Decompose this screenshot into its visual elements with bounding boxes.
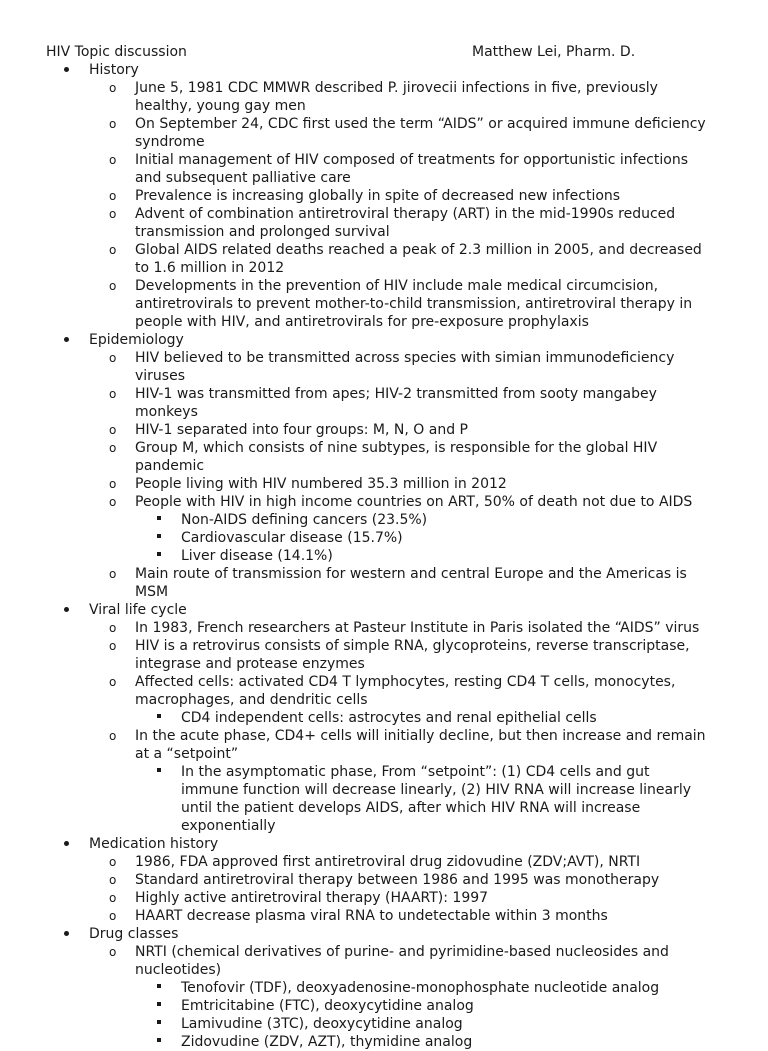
section-drug-classes	[0, 925, 768, 1051]
sub-list-item	[181, 763, 708, 835]
bullet-circle-icon: o	[109, 945, 117, 959]
sub-list-item-text: Liver disease (14.1%)	[181, 548, 333, 564]
bullet-circle-icon: o	[109, 495, 117, 509]
section-items	[89, 619, 738, 835]
bullet-circle-icon: o	[109, 387, 117, 401]
sub-list-item	[181, 529, 708, 547]
bullet-square-icon	[157, 997, 161, 1015]
section-heading: History	[89, 62, 139, 78]
list-item-text: Initial management of HIV composed of treatments for opportunistic infections and subsequent palliative care	[135, 152, 688, 186]
bullet-dot-icon	[64, 601, 78, 619]
list-item	[109, 241, 738, 277]
bullet-circle-icon: o	[109, 117, 117, 131]
sub-list-item-text: Tenofovir (TDF), deoxyadenosine-monophosphate nucleotide analog	[181, 980, 660, 996]
list-item	[109, 277, 738, 331]
list-item-text: People with HIV in high income countries on ART, 50% of death not due to AIDS	[135, 494, 693, 510]
bullet-circle-icon: o	[109, 243, 117, 257]
list-item	[109, 565, 738, 601]
list-item	[109, 619, 738, 637]
list-item-text: HAART decrease plasma viral RNA to undetectable within 3 months	[135, 908, 608, 924]
section-items	[89, 79, 738, 331]
bullet-circle-icon: o	[109, 621, 117, 635]
section-items	[89, 349, 738, 601]
section-history	[0, 61, 768, 331]
sub-list-item-text: Lamivudine (3TC), deoxycytidine analog	[181, 1016, 463, 1032]
list-item-text: HIV believed to be transmitted across species with simian immunodeficiency viruses	[135, 350, 675, 384]
sub-items	[135, 763, 708, 835]
author-name: Matthew Lei, Pharm. D.	[472, 44, 636, 60]
bullet-dot-icon	[64, 61, 78, 79]
list-item	[109, 637, 738, 673]
sub-list-item-text: Cardiovascular disease (15.7%)	[181, 530, 403, 546]
bullet-circle-icon: o	[109, 207, 117, 221]
section-medication-history	[0, 835, 768, 925]
list-item	[109, 853, 738, 871]
list-item-text: Main route of transmission for western and central Europe and the Americas is MSM	[135, 566, 687, 600]
section-heading: Viral life cycle	[89, 602, 187, 618]
list-item	[109, 79, 738, 115]
list-item-text: HIV is a retrovirus consists of simple RNA, glycoproteins, reverse transcriptase, integrase and protease enzymes	[135, 638, 690, 672]
list-item-text: Prevalence is increasing globally in spite of decreased new infections	[135, 188, 621, 204]
bullet-circle-icon: o	[109, 477, 117, 491]
list-item-text: June 5, 1981 CDC MMWR described P. jirovecii infections in five, previously healthy, young gay men	[135, 80, 658, 114]
sub-items	[135, 511, 708, 565]
list-item	[109, 115, 738, 151]
list-item-text: In 1983, French researchers at Pasteur Institute in Paris isolated the “AIDS” virus	[135, 620, 700, 636]
bullet-circle-icon: o	[109, 351, 117, 365]
list-item-text: Advent of combination antiretroviral therapy (ART) in the mid-1990s reduced transmission and prolonged survival	[135, 206, 676, 240]
bullet-circle-icon: o	[109, 279, 117, 293]
bullet-square-icon	[157, 979, 161, 997]
list-item	[109, 889, 738, 907]
sub-list-item-text: Zidovudine (ZDV, AZT), thymidine analog	[181, 1034, 473, 1050]
list-item	[109, 673, 738, 727]
bullet-circle-icon: o	[109, 909, 117, 923]
list-item	[109, 349, 738, 385]
list-item-text: People living with HIV numbered 35.3 million in 2012	[135, 476, 507, 492]
bullet-square-icon	[157, 1033, 161, 1051]
list-item-text: HIV-1 separated into four groups: M, N, O and P	[135, 422, 468, 438]
bullet-circle-icon: o	[109, 441, 117, 455]
bullet-circle-icon: o	[109, 639, 117, 653]
list-item	[109, 385, 738, 421]
section-items	[89, 943, 738, 1051]
bullet-circle-icon: o	[109, 189, 117, 203]
list-item-text: Developments in the prevention of HIV include male medical circumcision, antiretrovirals to prevent mother-to-child transmission, antiretroviral therapy in people with HIV, and antiretrovirals for pre-exposure prophylaxis	[135, 278, 693, 330]
bullet-circle-icon: o	[109, 873, 117, 887]
list-item-text: Global AIDS related deaths reached a peak of 2.3 million in 2005, and decreased to 1.6 million in 2012	[135, 242, 702, 276]
bullet-dot-icon	[64, 925, 78, 943]
sub-list-item	[181, 547, 708, 565]
document-title: HIV Topic discussion	[46, 44, 187, 60]
bullet-circle-icon: o	[109, 81, 117, 95]
section-heading: Medication history	[89, 836, 219, 852]
list-item-text: 1986, FDA approved first antiretroviral drug zidovudine (ZDV;AVT), NRTI	[135, 854, 641, 870]
sub-list-item	[181, 709, 708, 727]
bullet-dot-icon	[64, 835, 78, 853]
section-viral-life-cycle	[0, 601, 768, 835]
bullet-square-icon	[157, 1015, 161, 1033]
bullet-circle-icon: o	[109, 855, 117, 869]
list-item-text: NRTI (chemical derivatives of purine- and pyrimidine-based nucleosides and nucleotides)	[135, 944, 669, 978]
bullet-square-icon	[157, 511, 161, 529]
bullet-square-icon	[157, 529, 161, 547]
sub-items	[135, 979, 708, 1051]
list-item	[109, 943, 738, 1051]
list-item	[109, 907, 738, 925]
list-item	[109, 421, 738, 439]
list-item-text: Affected cells: activated CD4 T lymphocytes, resting CD4 T cells, monocytes, macrophages, and dendritic cells	[135, 674, 676, 708]
list-item-text: In the acute phase, CD4+ cells will initially decline, but then increase and remain at a “setpoint”	[135, 728, 706, 762]
list-item	[109, 439, 738, 475]
bullet-circle-icon: o	[109, 729, 117, 743]
sub-list-item-text: In the asymptomatic phase, From “setpoint”: (1) CD4 cells and gut immune function will decrease linearly, (2) HIV RNA will increase linearly until the patient develops AIDS, after which HIV RNA will increase exponentially	[181, 764, 692, 834]
sub-list-item	[181, 997, 708, 1015]
bullet-square-icon	[157, 709, 161, 727]
sub-list-item	[181, 1033, 708, 1051]
bullet-circle-icon: o	[109, 567, 117, 581]
list-item	[109, 205, 738, 241]
section-epidemiology	[0, 331, 768, 601]
bullet-circle-icon: o	[109, 675, 117, 689]
section-heading: Drug classes	[89, 926, 179, 942]
list-item-text: HIV-1 was transmitted from apes; HIV-2 transmitted from sooty mangabey monkeys	[135, 386, 657, 420]
sub-list-item	[181, 979, 708, 997]
sub-list-item	[181, 1015, 708, 1033]
bullet-circle-icon: o	[109, 891, 117, 905]
list-item	[109, 187, 738, 205]
bullet-square-icon	[157, 547, 161, 565]
sub-list-item-text: Emtricitabine (FTC), deoxycytidine analog	[181, 998, 474, 1014]
list-item	[109, 475, 738, 493]
sub-list-item-text: CD4 independent cells: astrocytes and renal epithelial cells	[181, 710, 597, 726]
list-item	[109, 871, 738, 889]
section-heading: Epidemiology	[89, 332, 184, 348]
page-header	[46, 44, 728, 62]
sub-list-item	[181, 511, 708, 529]
list-item-text: Highly active antiretroviral therapy (HAART): 1997	[135, 890, 489, 906]
bullet-dot-icon	[64, 331, 78, 349]
list-item	[109, 727, 738, 835]
list-item	[109, 493, 738, 565]
list-item-text: Standard antiretroviral therapy between 1986 and 1995 was monotherapy	[135, 872, 660, 888]
bullet-circle-icon: o	[109, 153, 117, 167]
bullet-circle-icon: o	[109, 423, 117, 437]
bullet-square-icon	[157, 763, 161, 781]
list-item-text: Group M, which consists of nine subtypes, is responsible for the global HIV pandemic	[135, 440, 658, 474]
sub-items	[135, 709, 708, 727]
list-item-text: On September 24, CDC first used the term “AIDS” or acquired immune deficiency syndrome	[135, 116, 706, 150]
sub-list-item-text: Non-AIDS defining cancers (23.5%)	[181, 512, 428, 528]
list-item	[109, 151, 738, 187]
outline-list	[0, 61, 768, 1051]
section-items	[89, 853, 738, 925]
